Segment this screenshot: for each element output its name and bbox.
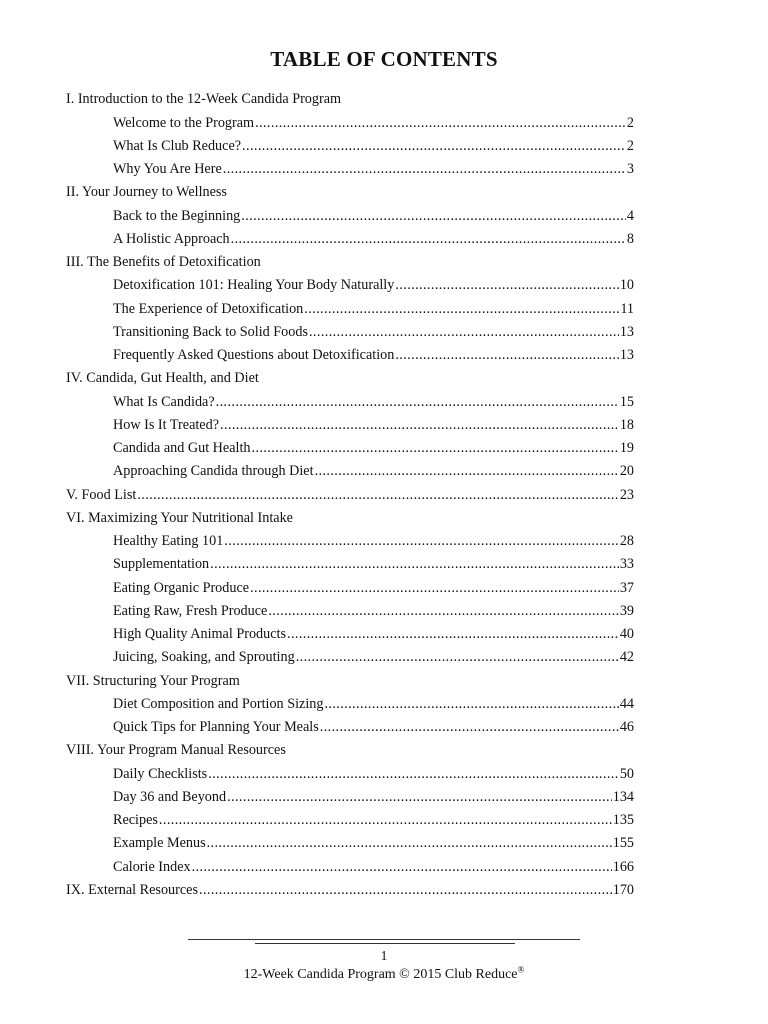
toc-entry-label: Supplementation bbox=[113, 556, 210, 573]
toc-entry-label: Frequently Asked Questions about Detoxification bbox=[113, 347, 395, 363]
toc-dot-leader bbox=[315, 462, 619, 480]
toc-entry-page: 4 bbox=[626, 207, 634, 224]
toc-entry bbox=[66, 108, 634, 131]
toc-entry-page: 37 bbox=[619, 579, 634, 596]
toc-entry-label: VIII. Your Program Manual Resources bbox=[66, 742, 286, 759]
toc-entry-label: Healthy Eating 101 bbox=[113, 533, 224, 549]
toc-entry-page: 40 bbox=[619, 626, 634, 642]
toc-entry-page: 135 bbox=[612, 812, 634, 828]
toc-section bbox=[66, 504, 634, 527]
toc-entry bbox=[66, 294, 634, 317]
footer-divider bbox=[188, 939, 580, 940]
toc-entry bbox=[66, 643, 634, 666]
footer-divider-inner bbox=[255, 943, 515, 944]
toc-entry bbox=[66, 318, 634, 341]
toc-entry-label: Daily Checklists bbox=[113, 765, 208, 782]
toc-entry-label: Welcome to the Program bbox=[113, 114, 255, 131]
toc-entry-page: 13 bbox=[619, 323, 634, 340]
toc-entry-page: 155 bbox=[612, 835, 634, 852]
toc-section bbox=[66, 876, 634, 899]
toc-dot-leader bbox=[268, 602, 618, 620]
toc-entry bbox=[66, 690, 634, 713]
toc-dot-leader bbox=[210, 555, 619, 573]
toc-section bbox=[66, 666, 634, 689]
toc-entry bbox=[66, 341, 634, 364]
toc-entry bbox=[66, 155, 634, 178]
toc-entry bbox=[66, 434, 634, 457]
toc-entry-page: 23 bbox=[619, 486, 634, 503]
toc-entry-page: 170 bbox=[612, 881, 634, 898]
toc-entry bbox=[66, 411, 634, 434]
toc-entry-page: 39 bbox=[619, 602, 634, 619]
toc-entry bbox=[66, 387, 634, 410]
toc-entry-label: V. Food List bbox=[66, 486, 137, 503]
toc-entry-label: VII. Structuring Your Program bbox=[66, 672, 240, 689]
footer-copyright-text: 12-Week Candida Program © 2015 Club Reduce bbox=[243, 967, 518, 982]
toc-dot-leader bbox=[320, 718, 619, 736]
toc-dot-leader bbox=[192, 858, 612, 876]
toc-entry-label: Juicing, Soaking, and Sprouting bbox=[113, 649, 295, 666]
toc-entry-page: 134 bbox=[612, 788, 634, 805]
toc-section bbox=[66, 85, 634, 108]
toc-dot-leader bbox=[241, 207, 626, 225]
toc-entry-label: Detoxification 101: Healing Your Body Naturally bbox=[113, 277, 395, 294]
toc-entry-label: VI. Maximizing Your Nutritional Intake bbox=[66, 509, 293, 526]
toc-entry bbox=[66, 783, 634, 806]
toc-entry-label: Eating Raw, Fresh Produce bbox=[113, 602, 268, 619]
toc-entry-label: III. The Benefits of Detoxification bbox=[66, 254, 261, 270]
toc-entry-page: 33 bbox=[619, 556, 634, 573]
toc-entry-label: I. Introduction to the 12-Week Candida Program bbox=[66, 91, 342, 108]
toc-entry-page: 3 bbox=[626, 161, 634, 177]
toc-entry-label: Example Menus bbox=[113, 835, 206, 852]
toc-entry bbox=[66, 620, 634, 643]
toc-entry bbox=[66, 573, 634, 596]
toc-entry-label: What Is Club Reduce? bbox=[113, 137, 242, 154]
registered-mark: ® bbox=[517, 964, 525, 975]
toc-dot-leader bbox=[309, 323, 619, 341]
toc-entry-page: 19 bbox=[619, 440, 634, 456]
toc-entry-label: IX. External Resources bbox=[66, 881, 198, 898]
toc-section bbox=[66, 248, 634, 271]
toc-entry bbox=[66, 271, 634, 294]
table-of-contents bbox=[66, 85, 634, 899]
toc-entry-page: 28 bbox=[619, 533, 634, 549]
toc-entry bbox=[66, 527, 634, 550]
toc-entry-page: 15 bbox=[619, 393, 634, 410]
toc-dot-leader bbox=[324, 695, 618, 713]
toc-entry-page: 2 bbox=[626, 137, 634, 154]
toc-entry bbox=[66, 852, 634, 875]
toc-dot-leader bbox=[231, 230, 626, 248]
toc-dot-leader bbox=[304, 300, 619, 318]
toc-entry-page: 166 bbox=[612, 858, 634, 875]
toc-entry-label: Recipes bbox=[113, 812, 158, 828]
toc-entry-page: 46 bbox=[619, 719, 634, 735]
toc-entry-label: Transitioning Back to Solid Foods bbox=[113, 323, 308, 340]
toc-entry bbox=[66, 225, 634, 248]
toc-dot-leader bbox=[296, 648, 619, 666]
toc-entry-label: Calorie Index bbox=[113, 858, 191, 875]
toc-entry bbox=[66, 713, 634, 736]
toc-entry-label: How Is It Treated? bbox=[113, 416, 219, 433]
toc-entry-page: 11 bbox=[620, 300, 634, 317]
toc-entry-page: 44 bbox=[619, 695, 634, 712]
toc-dot-leader bbox=[159, 811, 612, 829]
toc-dot-leader bbox=[395, 346, 618, 364]
toc-dot-leader bbox=[224, 532, 618, 550]
toc-section bbox=[66, 480, 634, 503]
toc-dot-leader bbox=[223, 160, 626, 178]
toc-entry bbox=[66, 806, 634, 829]
toc-entry-page: 42 bbox=[619, 649, 634, 666]
toc-section bbox=[66, 178, 634, 201]
toc-section bbox=[66, 364, 634, 387]
page-title: TABLE OF CONTENTS bbox=[270, 47, 498, 71]
toc-entry bbox=[66, 132, 634, 155]
toc-dot-leader bbox=[395, 276, 618, 294]
toc-entry-label: Why You Are Here bbox=[113, 161, 222, 177]
page-number: 1 bbox=[380, 948, 388, 963]
toc-dot-leader bbox=[252, 439, 619, 457]
toc-dot-leader bbox=[199, 881, 612, 899]
toc-dot-leader bbox=[216, 393, 619, 411]
toc-dot-leader bbox=[242, 137, 626, 155]
toc-entry-label: The Experience of Detoxification bbox=[113, 300, 304, 317]
toc-entry-label: II. Your Journey to Wellness bbox=[66, 184, 227, 201]
toc-entry-label: Eating Organic Produce bbox=[113, 579, 250, 596]
toc-entry-page: 10 bbox=[619, 277, 634, 294]
toc-dot-leader bbox=[255, 114, 626, 132]
toc-entry-page: 13 bbox=[619, 347, 634, 363]
toc-section bbox=[66, 736, 634, 759]
toc-entry-page: 50 bbox=[619, 765, 634, 782]
toc-entry-page: 2 bbox=[626, 114, 634, 131]
toc-entry-label: Candida and Gut Health bbox=[113, 440, 251, 456]
toc-entry bbox=[66, 457, 634, 480]
toc-dot-leader bbox=[137, 486, 619, 504]
toc-dot-leader bbox=[220, 416, 619, 434]
toc-entry-page: 18 bbox=[619, 416, 634, 433]
footer-copyright bbox=[0, 964, 768, 983]
toc-entry-label: Quick Tips for Planning Your Meals bbox=[113, 719, 319, 735]
toc-dot-leader bbox=[287, 625, 619, 643]
toc-dot-leader bbox=[208, 765, 619, 783]
toc-entry-page: 20 bbox=[619, 463, 634, 480]
toc-entry-label: Diet Composition and Portion Sizing bbox=[113, 695, 324, 712]
toc-entry bbox=[66, 829, 634, 852]
toc-entry-label: Approaching Candida through Diet bbox=[113, 463, 314, 480]
toc-entry bbox=[66, 759, 634, 782]
toc-entry bbox=[66, 597, 634, 620]
toc-entry-label: A Holistic Approach bbox=[113, 230, 230, 247]
toc-entry-label: IV. Candida, Gut Health, and Diet bbox=[66, 370, 259, 387]
toc-entry-label: High Quality Animal Products bbox=[113, 626, 286, 642]
toc-dot-leader bbox=[250, 579, 619, 597]
toc-entry-label: Day 36 and Beyond bbox=[113, 788, 227, 805]
toc-entry-label: Back to the Beginning bbox=[113, 207, 241, 224]
toc-entry bbox=[66, 550, 634, 573]
toc-entry-page: 8 bbox=[626, 230, 634, 247]
toc-entry-label: What Is Candida? bbox=[113, 393, 215, 410]
toc-dot-leader bbox=[207, 834, 612, 852]
toc-dot-leader bbox=[227, 788, 612, 806]
toc-entry bbox=[66, 201, 634, 224]
